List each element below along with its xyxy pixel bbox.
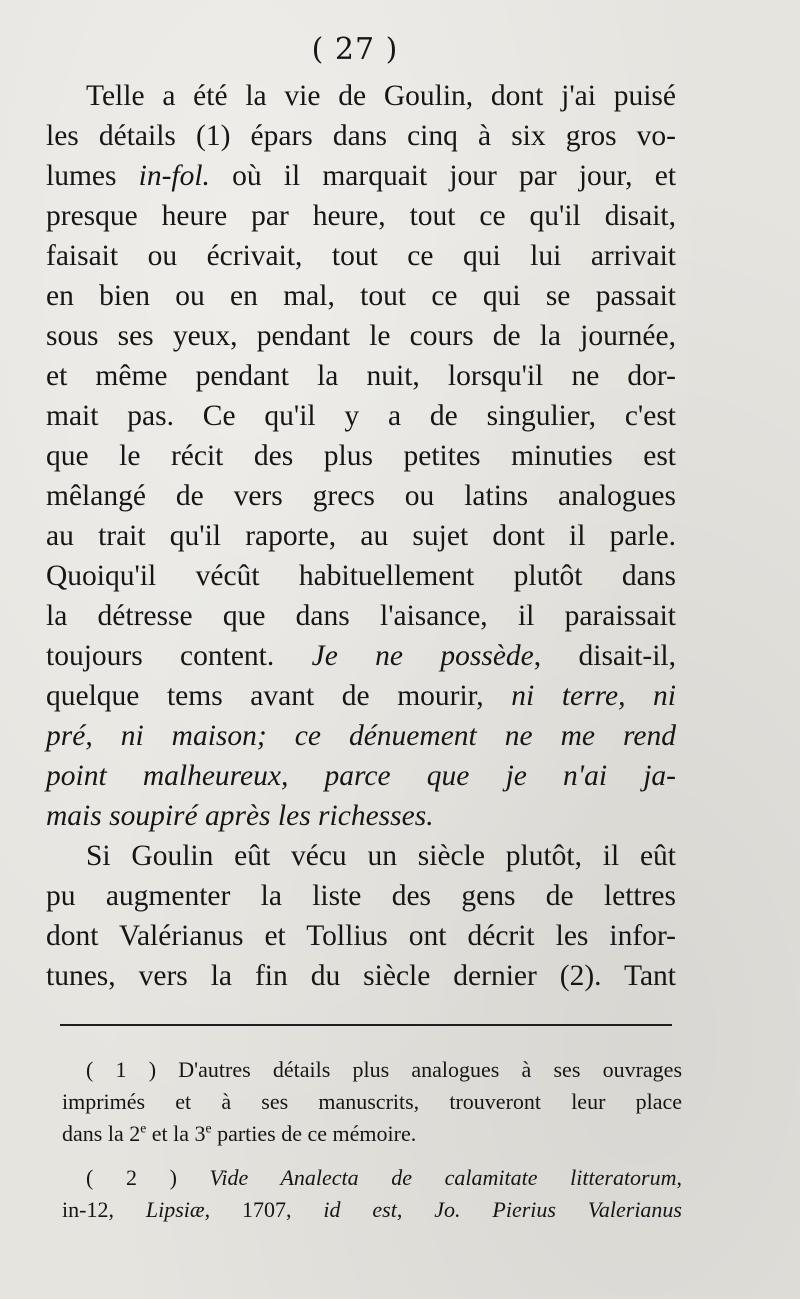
body-text	[46, 76, 676, 996]
superscript: e	[140, 1120, 147, 1136]
footnote-marker: ( 2 )	[86, 1165, 210, 1190]
italic-text: Je ne possède	[311, 640, 534, 672]
text-line: la détresse que dans l'aisance, il paraissait	[46, 600, 676, 632]
text-line	[46, 636, 676, 676]
text-line: et même pendant la nuit, lorsqu'il ne dor-	[46, 360, 676, 392]
text-segment: , 1707,	[204, 1197, 324, 1222]
italic-text: Vide Analecta de calamitate litteratorum	[209, 1165, 677, 1190]
text-line	[46, 676, 676, 716]
italic-line: mais soupiré après les richesses.	[46, 800, 434, 832]
text-segment: lumes	[46, 160, 117, 192]
footnote-1-line: ( 1 ) D'autres détails plus analogues à ses ouvrages	[86, 1057, 682, 1082]
page-number: ( 27 )	[311, 32, 399, 67]
text-segment: dans la 2	[62, 1121, 141, 1146]
text-line: presque heure par heure, tout ce qu'il disait,	[46, 200, 676, 232]
italic-text: Jo. Pierius Valerianus	[434, 1197, 682, 1222]
italic-text: Lipsiæ	[145, 1197, 205, 1222]
italic-line: point malheureux, parce que je n'ai ja-	[46, 760, 676, 792]
footnote-divider	[60, 1024, 672, 1026]
text-line: dont Valérianus et Tollius ont décrit les infor-	[46, 920, 676, 952]
text-segment: ,	[396, 1197, 435, 1222]
italic-text: id est	[323, 1197, 397, 1222]
text-segment: in-12,	[62, 1197, 146, 1222]
footnote-2-line	[62, 1162, 682, 1194]
text-segment: parties de ce mémoire.	[211, 1121, 417, 1146]
text-segment: , disait-il,	[533, 640, 676, 672]
footnote-1-line	[62, 1118, 682, 1150]
footnote-1-line: imprimés et à ses manuscrits, trouveront leur place	[62, 1089, 682, 1114]
text-line: les détails (1) épars dans cinq à six gros vo-	[46, 120, 676, 152]
text-line: faisait ou écrivait, tout ce qui lui arrivait	[46, 240, 676, 272]
superscript: e	[205, 1120, 212, 1136]
text-segment: où il marquait jour par jour, et	[232, 160, 677, 192]
text-segment: toujours content.	[46, 640, 275, 672]
text-segment: quelque tems avant de mourir,	[46, 680, 484, 712]
text-line: Quoiqu'il vécût habituellement plutôt dans	[46, 560, 676, 592]
text-line: mait pas. Ce qu'il y a de singulier, c'est	[46, 400, 676, 432]
text-segment: ,	[676, 1165, 683, 1190]
text-line: mêlangé de vers grecs ou latins analogues	[46, 480, 676, 512]
text-line: pu augmenter la liste des gens de lettres	[46, 880, 676, 912]
text-line: Si Goulin eût vécu un siècle plutôt, il eût	[86, 840, 676, 872]
text-line: sous ses yeux, pendant le cours de la journée,	[46, 320, 676, 352]
italic-line: pré, ni maison; ce dénuement ne me rend	[46, 720, 676, 752]
footnote-2-line	[62, 1194, 682, 1226]
text-line: en bien ou en mal, tout ce qui se passait	[46, 280, 676, 312]
italic-text: in-fol.	[138, 160, 210, 192]
text-line: au trait qu'il raporte, au sujet dont il parle.	[46, 520, 676, 552]
text-line	[46, 156, 676, 196]
italic-text: ni terre, ni	[511, 680, 676, 712]
text-line: tunes, vers la fin du siècle dernier (2). Tant	[46, 960, 676, 992]
footnotes	[62, 1054, 682, 1226]
text-line: que le récit des plus petites minuties est	[46, 440, 676, 472]
text-segment: et la 3	[146, 1121, 206, 1146]
text-line: Telle a été la vie de Goulin, dont j'ai puisé	[86, 80, 676, 112]
